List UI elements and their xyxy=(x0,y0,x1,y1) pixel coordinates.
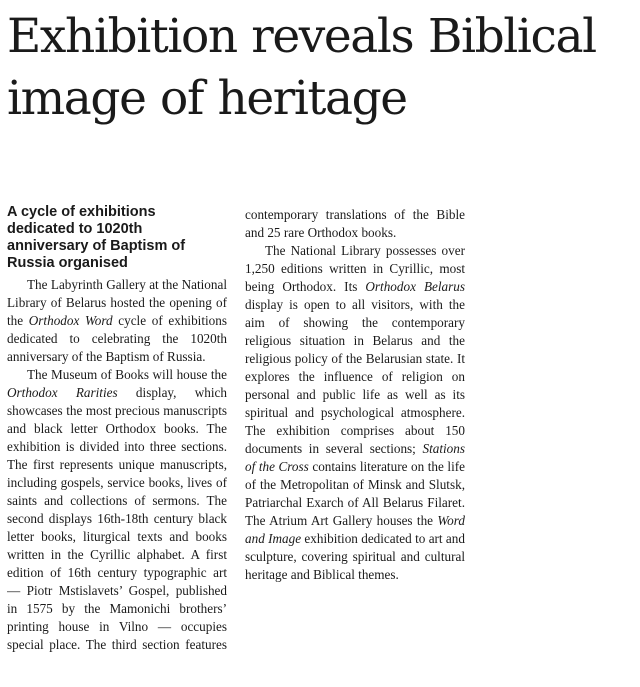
paragraph-2-title-orthodox-rarities: Orthodox Rarities xyxy=(7,385,118,400)
article-subheadline: A cycle of exhibitions dedicated to 1020th anniversary of Baptism of Russia organised xyxy=(7,204,186,271)
article-column-left xyxy=(7,204,227,654)
paragraph-1-text-a: The Labyrinth Gallery at the National Library of Belarus hosted the opening of the xyxy=(7,277,227,328)
paragraph-3-text-a: The National Library possesses over 1,250 editions written in Cyrillic, most being Orthodox. Its xyxy=(245,243,465,294)
paragraph-2-continued-text-c: contemporary translations of the Bible and 25 rare Orthodox books. xyxy=(245,207,465,240)
paragraph-1-title-orthodox-word: Orthodox Word xyxy=(28,313,113,328)
article-column-right xyxy=(245,206,465,584)
paragraph-3 xyxy=(245,242,465,584)
article-headline: Exhibition reveals Biblical image of heritage xyxy=(7,9,596,126)
paragraph-3-text-e: contains literature on the life of the Metropolitan of Minsk and Slutsk, Patriarchal Exarch of All Belarus Filaret. The Atrium Art Gallery houses the xyxy=(245,459,465,528)
paragraph-2-text-a: The Museum of Books will house the xyxy=(27,367,227,382)
paragraph-1-text-c: cycle of exhibitions dedicated to celebrating the 1020th anniversary of the Baptism of Russia. xyxy=(7,313,227,364)
paragraph-2-text-c: display, which showcases the most precious manuscripts and black letter Orthodox books. The exhibition is divided into three sections. The first represents unique manuscripts, including gospels, service books, lives of saints and collections of sermons. The second displays 16th-18th century black letter books, liturgical texts and books written in the Cyrillic alphabet. A first edition of 16th century typographic art — Piotr Mstislavets’ Gospel, published in 1575 by the Mamonichi brothers’ printing house in Vilno — occupies special place. The third section features xyxy=(7,385,227,652)
paragraph-3-text-c: display is open to all visitors, with the aim of showing the contemporary religious situation in Belarus and the religious policy of the Belarusian state. It explores the influence of religion on personal and public life as well as its spiritual and psychological atmosphere. The exhibition comprises about 150 documents in several sections; xyxy=(245,297,465,456)
paragraph-3-title-orthodox-belarus: Orthodox Belarus xyxy=(365,279,465,294)
paragraph-2 xyxy=(7,366,227,654)
paragraph-3-text-g: exhibition dedicated to art and sculpture, covering spiritual and cultural heritage and Biblical themes. xyxy=(245,531,465,582)
paragraph-1 xyxy=(7,276,227,366)
paragraph-3-title-stations-of-the-cross: Stations of the Cross xyxy=(245,441,465,474)
paragraph-2-continued xyxy=(245,206,465,242)
paragraph-2-continued-flow xyxy=(245,206,465,242)
paragraph-3-title-word-and-image: Word and Image xyxy=(245,513,465,546)
